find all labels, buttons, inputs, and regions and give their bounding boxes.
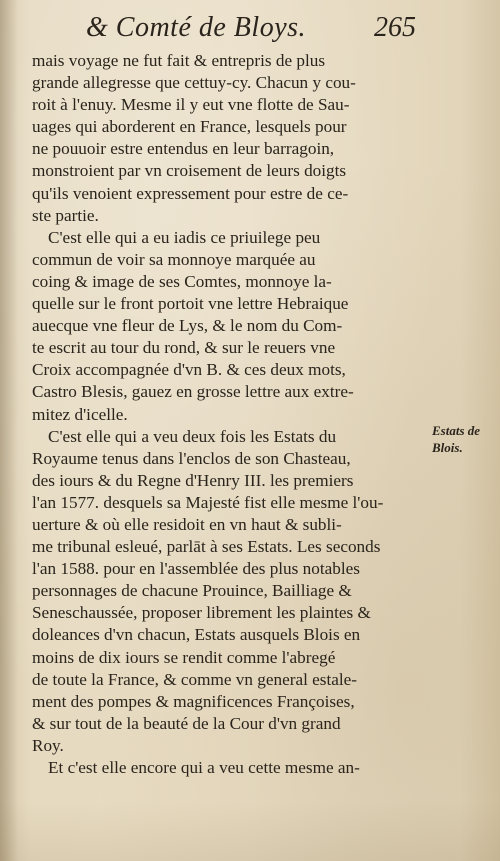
text-line: uerture & où elle residoit en vn haut & subli- xyxy=(32,514,342,534)
text-line: quelle sur le front portoit vne lettre Hebraique xyxy=(32,294,349,314)
page-spine-shadow xyxy=(0,0,18,861)
text-line: coing & image de ses Comtes, monnoye la- xyxy=(32,271,332,291)
margin-note-line: Estats de xyxy=(432,423,481,438)
text-line: personnages de chacune Prouince, Bailliage & xyxy=(32,581,352,601)
text-line: ste partie. xyxy=(32,205,99,225)
page-bottom-shadow xyxy=(0,801,500,861)
text-line: l'an 1588. pour en l'assemblée des plus notables xyxy=(32,559,360,579)
page-body-text xyxy=(32,50,424,779)
text-line: qu'ils venoient expressement pour estre de ce- xyxy=(32,183,349,203)
text-line: & sur tout de la beauté de la Cour d'vn grand xyxy=(32,713,341,733)
text-line: de toute la France, & comme vn general estale- xyxy=(32,669,357,689)
text-line: Roy. xyxy=(32,735,64,755)
text-line: ne pouuoir estre entendus en leur barragoin, xyxy=(32,139,335,159)
text-line: uages qui aborderent en France, lesquels pour xyxy=(32,117,347,137)
text-line: grande allegresse que cettuy-cy. Chacun y cou- xyxy=(32,73,356,93)
text-line: mitez d'icelle. xyxy=(32,404,128,424)
text-line: ment des pompes & magnificences Françoises, xyxy=(32,691,355,711)
text-line: te escrit au tour du rond, & sur le reuers vne xyxy=(32,338,336,358)
paragraph-start-line: Et c'est elle encore qui a veu cette mesme an- xyxy=(48,758,360,777)
margin-note-line: Blois. xyxy=(432,440,463,455)
text-line: Castro Blesis, gauez en grosse lettre aux extre- xyxy=(32,382,354,402)
text-line: Croix accompagnée d'vn B. & ces deux mots, xyxy=(32,360,346,380)
text-line: doleances d'vn chacun, Estats ausquels Blois en xyxy=(32,625,361,645)
text-line: commun de voir sa monnoye marquée au xyxy=(32,249,316,269)
running-title: & Comté de Bloys. xyxy=(86,12,307,43)
margin-note xyxy=(432,422,496,456)
text-line: mais voyage ne fut fait & entrepris de plus xyxy=(32,51,326,70)
text-line: roit à l'enuy. Mesme il y eut vne flotte de Sau- xyxy=(32,95,350,115)
text-line: des iours & du Regne d'Henry III. les premiers xyxy=(32,470,354,490)
text-line: l'an 1577. desquels sa Majesté fist elle mesme l'ou- xyxy=(32,492,384,512)
paragraph-start-line: C'est elle qui a veu deux fois les Estats du xyxy=(48,426,337,446)
text-line: auecque vne fleur de Lys, & le nom du Com- xyxy=(32,316,343,336)
page-number: 265 xyxy=(374,12,416,43)
text-line: Royaume tenus dans l'enclos de son Chasteau, xyxy=(32,448,351,468)
text-line: Seneschaussée, proposer librement les plaintes & xyxy=(32,603,371,623)
text-line: me tribunal esleué, parlāt à ses Estats. Les seconds xyxy=(32,537,381,557)
page-header xyxy=(86,12,416,48)
text-line: monstroient par vn croisement de leurs doigts xyxy=(32,161,347,181)
text-line: moins de dix iours se rendit comme l'abregé xyxy=(32,647,336,667)
paragraph-start-line: C'est elle qui a eu iadis ce priuilege peu xyxy=(48,227,321,247)
